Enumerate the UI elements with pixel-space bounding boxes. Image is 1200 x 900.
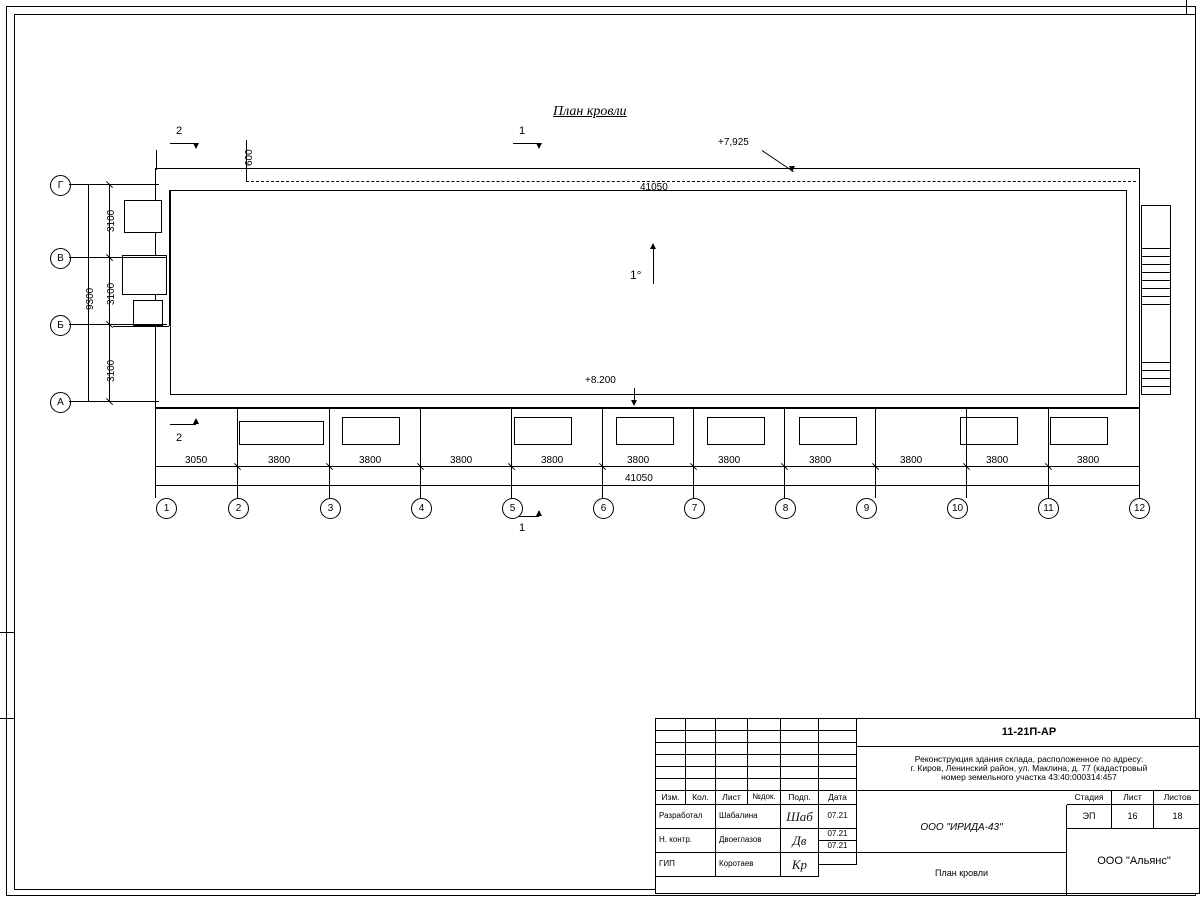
stamp-project-description <box>857 747 1200 791</box>
axis-circle-5: 5 <box>502 498 523 519</box>
roof-edge-block-4 <box>616 417 674 445</box>
stamp-grid-r4c1 <box>656 755 686 767</box>
dim-chain-bottom <box>155 466 1139 467</box>
dim-vertical-3: 3100 <box>106 359 117 382</box>
right-stair-line-4 <box>1141 272 1171 273</box>
roof-edge-block-5 <box>707 417 765 445</box>
axis-circle-4: 4 <box>411 498 432 519</box>
right-stair-line-1 <box>1141 248 1171 249</box>
axis-circle-A: А <box>50 392 71 413</box>
elevation-bottom-arrow <box>631 400 637 406</box>
stamp-grid-r5c6 <box>819 767 857 779</box>
dim-600: 600 <box>244 149 255 166</box>
roof-edge-block-1 <box>239 421 324 445</box>
roof-inner-outline <box>170 190 1127 395</box>
stamp-grid-r6c1 <box>656 779 686 791</box>
stamp-grid-r5c2 <box>686 767 716 779</box>
stamp-col-header-podp: Подп. <box>781 791 819 805</box>
stamp-grid-r3c2 <box>686 743 716 755</box>
stamp-col-header-izm: Изм. <box>656 791 686 805</box>
stamp-grid-r6c3 <box>716 779 748 791</box>
stamp-grid-r6c6 <box>819 779 857 791</box>
stamp-grid-r1c6 <box>819 719 857 731</box>
right-stair-block <box>1141 205 1171 395</box>
axis-circle-8: 8 <box>775 498 796 519</box>
elevation-top-arrow <box>789 166 795 172</box>
stamp-signature-3: Кр <box>781 853 819 877</box>
fold-mark-left-1 <box>0 632 14 633</box>
dim-span-1: 3050 <box>185 455 208 466</box>
stamp-grid-r4c5 <box>781 755 819 767</box>
stamp-grid-r4c4 <box>748 755 781 767</box>
stamp-grid-r1c3 <box>716 719 748 731</box>
axis-circle-6: 6 <box>593 498 614 519</box>
slope-label: 1° <box>630 268 642 282</box>
stamp-grid-r1c4 <box>748 719 781 731</box>
stamp-sheets-label: Листов <box>1154 791 1200 805</box>
stamp-project-description-line-3: номер земельного участка 43:40:000314:457 <box>941 771 1117 782</box>
dim-span-7: 3800 <box>718 455 741 466</box>
roof-ridge-dashed <box>246 181 1136 182</box>
right-stair-line-6 <box>1141 288 1171 289</box>
stamp-date-blank <box>819 853 857 865</box>
axis-circle-7: 7 <box>684 498 705 519</box>
stamp-col-header-ndok: №док. <box>748 791 781 805</box>
stamp-grid-r6c4 <box>748 779 781 791</box>
stamp-grid-r4c2 <box>686 755 716 767</box>
right-stair-line-2 <box>1141 256 1171 257</box>
stamp-grid-r1c5 <box>781 719 819 731</box>
stamp-date-2: 07.21 <box>819 829 857 841</box>
section-mark-1-bottom: 1 <box>519 522 526 534</box>
stamp-name-1: Шабалина <box>716 805 781 829</box>
axis-circle-1: 1 <box>156 498 177 519</box>
stamp-stage-label: Стадия <box>1067 791 1112 805</box>
annex-block-3 <box>133 300 163 326</box>
slope-arrow-head <box>650 243 656 249</box>
section-mark-2-bottom-arrow <box>193 418 199 424</box>
stamp-role-1: Разработал <box>656 805 716 829</box>
section-mark-1-top: 1 <box>519 125 526 137</box>
slope-arrow-line <box>653 246 654 284</box>
right-stair-line-7 <box>1141 296 1171 297</box>
axis-circle-10: 10 <box>947 498 968 519</box>
stamp-grid-r5c1 <box>656 767 686 779</box>
dim-span-5: 3800 <box>541 455 564 466</box>
stamp-grid-r3c6 <box>819 743 857 755</box>
axis-circle-G: Г <box>50 175 71 196</box>
stamp-grid-r2c4 <box>748 731 781 743</box>
axis-circle-3: 3 <box>320 498 341 519</box>
section-mark-2-bottom-line <box>170 424 196 425</box>
dim-vertical-1: 3100 <box>106 209 117 232</box>
axis-circle-V: В <box>50 248 71 269</box>
dim-span-8: 3800 <box>809 455 832 466</box>
section-mark-1-top-arrow <box>536 143 542 149</box>
stamp-grid-r5c4 <box>748 767 781 779</box>
dim-span-9: 3800 <box>900 455 923 466</box>
stamp-grid-r2c1 <box>656 731 686 743</box>
dim-span-6: 3800 <box>627 455 650 466</box>
fold-mark-top-right <box>1186 0 1187 14</box>
section-mark-2-top-arrow <box>193 143 199 149</box>
dim-vertical-2: 3100 <box>106 282 117 305</box>
stamp-grid-r6c5 <box>781 779 819 791</box>
section-mark-2-top: 2 <box>176 125 183 137</box>
axis-line-A <box>69 401 159 402</box>
page-title <box>553 104 627 120</box>
stamp-grid-r1c2 <box>686 719 716 731</box>
stamp-date-3: 07.21 <box>819 841 857 853</box>
right-stair-line-10 <box>1141 370 1171 371</box>
dim-ext-left <box>156 150 157 170</box>
stamp-project-code: 11-21П-АР <box>857 719 1200 747</box>
annex-edge-line <box>113 326 169 327</box>
stamp-name-2: Двоеглазов <box>716 829 781 853</box>
stamp-col-header-list: Лист <box>716 791 748 805</box>
stamp-grid-r3c3 <box>716 743 748 755</box>
stamp-stage-value: ЭП <box>1067 805 1112 829</box>
right-stair-line-11 <box>1141 378 1171 379</box>
stamp-grid-r5c3 <box>716 767 748 779</box>
roof-edge-block-7 <box>960 417 1018 445</box>
page-title-text: План кровли <box>553 104 627 119</box>
right-stair-line-12 <box>1141 386 1171 387</box>
stamp-grid-r3c5 <box>781 743 819 755</box>
stamp-right-spacer <box>857 791 1067 805</box>
dim-vertical-total: 9300 <box>85 287 96 310</box>
axis-circle-11: 11 <box>1038 498 1059 519</box>
stamp-organization: ООО "ИРИДА-43" <box>857 805 1067 853</box>
roof-bottom-edge <box>155 408 1140 409</box>
dim-span-11: 3800 <box>1077 455 1100 466</box>
axis-line-V <box>69 257 167 258</box>
axis-circle-2: 2 <box>228 498 249 519</box>
roof-edge-block-2 <box>342 417 400 445</box>
axis-line-B <box>69 324 167 325</box>
stamp-grid-r4c3 <box>716 755 748 767</box>
stamp-signature-2: Дв <box>781 829 819 853</box>
stamp-date-1: 07.21 <box>819 805 857 829</box>
dim-chain-bottom-right-cap <box>1139 466 1140 485</box>
stamp-grid-r5c5 <box>781 767 819 779</box>
title-block <box>655 718 1200 894</box>
stamp-col-header-data: Дата <box>819 791 857 805</box>
section-mark-1-bottom-arrow <box>536 510 542 516</box>
stamp-role-3: ГИП <box>656 853 716 877</box>
dim-span-4: 3800 <box>450 455 473 466</box>
annex-right-edge <box>169 190 170 326</box>
axis-line-G <box>69 184 159 185</box>
stamp-project-description-line-2: г. Киров, Ленинский район, ул. Маклина, д. 77 (кадастровый <box>910 763 1148 774</box>
right-stair-line-9 <box>1141 362 1171 363</box>
stamp-company: ООО "Альянс" <box>1097 855 1171 868</box>
right-stair-line-5 <box>1141 280 1171 281</box>
stamp-grid-r3c4 <box>748 743 781 755</box>
right-stair-line-3 <box>1141 264 1171 265</box>
dim-chain-bottom-total <box>155 485 1139 486</box>
axis-circle-9: 9 <box>856 498 877 519</box>
stamp-col-header-kol: Кол. <box>686 791 716 805</box>
stamp-name-3: Коротаев <box>716 853 781 877</box>
dim-chain-bottom-left-cap <box>155 466 156 485</box>
roof-edge-block-6 <box>799 417 857 445</box>
dim-top-total: 41050 <box>640 182 668 193</box>
axis-circle-B: Б <box>50 315 71 336</box>
dim-span-2: 3800 <box>268 455 291 466</box>
stamp-grid-r4c6 <box>819 755 857 767</box>
section-mark-2-bottom: 2 <box>176 432 183 444</box>
fold-mark-left-2 <box>0 718 14 719</box>
annex-block-2 <box>122 255 167 295</box>
stamp-sheet-title: План кровли <box>857 853 1067 895</box>
stamp-grid-r3c1 <box>656 743 686 755</box>
dim-span-10: 3800 <box>986 455 1009 466</box>
stamp-grid-r2c5 <box>781 731 819 743</box>
axis-circle-12: 12 <box>1129 498 1150 519</box>
dim-span-3: 3800 <box>359 455 382 466</box>
roof-edge-block-8 <box>1050 417 1108 445</box>
dim-bottom-total: 41050 <box>625 473 653 484</box>
stamp-signature-1: Шаб <box>781 805 819 829</box>
elevation-bottom-label: +8.200 <box>585 375 616 386</box>
stamp-sheets-value: 18 <box>1154 805 1200 829</box>
stamp-grid-r1c1 <box>656 719 686 731</box>
elevation-top-label: +7,925 <box>718 137 749 148</box>
stamp-grid-r2c2 <box>686 731 716 743</box>
stamp-grid-r2c6 <box>819 731 857 743</box>
stamp-role-2: Н. контр. <box>656 829 716 853</box>
stamp-sheet-value: 16 <box>1112 805 1154 829</box>
right-stair-line-8 <box>1141 304 1171 305</box>
roof-edge-block-3 <box>514 417 572 445</box>
stamp-project-description-line-1: Реконструкция здания склада, расположенное по адресу: <box>914 754 1144 765</box>
stamp-grid-r2c3 <box>716 731 748 743</box>
stamp-sheet-label: Лист <box>1112 791 1154 805</box>
annex-block-1 <box>124 200 162 233</box>
stamp-grid-r6c2 <box>686 779 716 791</box>
